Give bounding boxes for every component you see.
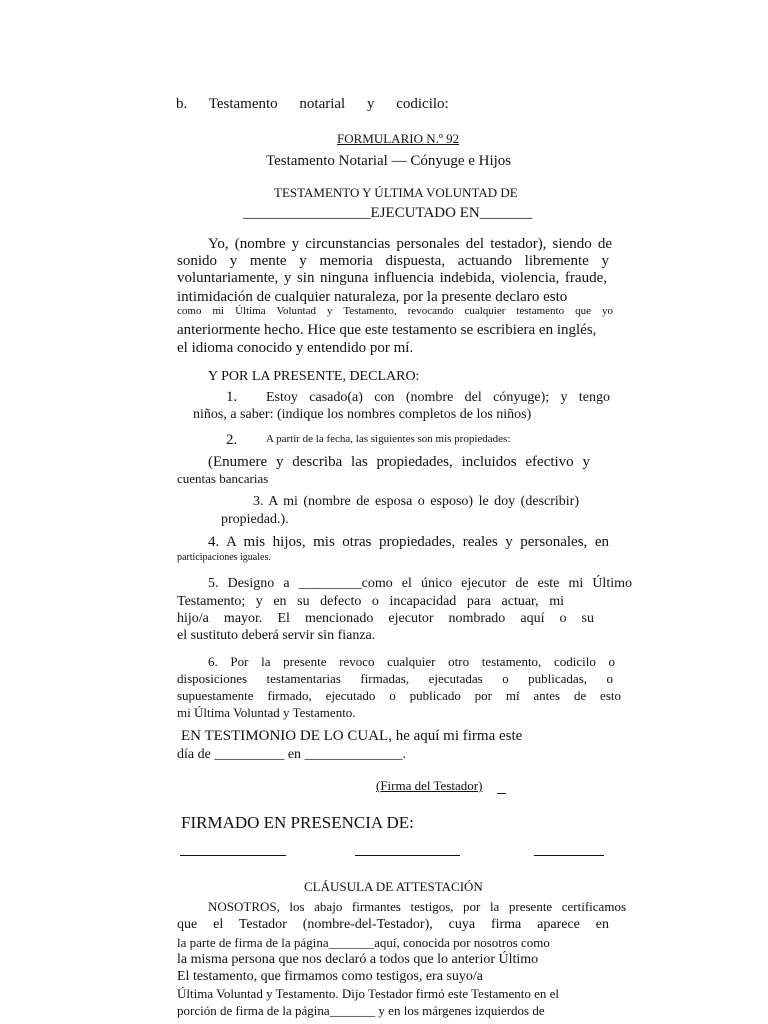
para1-line3: voluntariamente, y sin ninguna influencia indebida, violencia, fraude, xyxy=(177,270,607,286)
item1-line1: Estoy casado(a) con (nombre del cónyuge); y tengo xyxy=(266,390,610,405)
witness-line2: día de __________ en ______________. xyxy=(177,747,407,762)
witness-line1: EN TESTIMONIO DE LO CUAL, he aquí mi firma este xyxy=(181,728,523,744)
item2-line1: A partir de la fecha, las siguientes son mis propiedades: xyxy=(266,433,511,445)
item5-line4: el sustituto deberá servir sin fianza. xyxy=(177,628,376,643)
para1-line6: anteriormente hecho. Hice que este testamento se escribiera en inglés, xyxy=(177,322,597,338)
testator-signature: (Firma del Testador) xyxy=(376,778,483,793)
witness-signature-line-3 xyxy=(534,855,604,856)
item5-line2: Testamento; y en su defecto o incapacidad para actuar, mi xyxy=(177,594,564,609)
item6-line1: 6. Por la presente revoco cualquier otro testamento, codicilo o xyxy=(208,654,615,669)
enumerate-line1: (Enumere y describa las propiedades, incluidos efectivo y xyxy=(208,454,590,470)
item6-line3: supuestamente firmado, ejecutado o publicado por mí antes de esto xyxy=(177,688,621,703)
item4-line2: participaciones iguales. xyxy=(177,552,271,563)
executed-line: _________________EJECUTADO EN_______ xyxy=(243,205,533,221)
attestation-line5: El testamento, que firmamos como testigos, era suyo/a xyxy=(177,969,483,984)
attestation-line1: NOSOTROS, los abajo firmantes testigos, por la presente certificamos xyxy=(208,899,626,914)
para1-line5: como mi Última Voluntad y Testamento, revocando cualquier testamento que yo xyxy=(177,305,613,317)
item6-line4: mi Última Voluntad y Testamento. xyxy=(177,705,356,720)
witness-signature-line-1 xyxy=(180,855,286,856)
item5-line3: hijo/a mayor. El mencionado ejecutor nombrado aquí o su xyxy=(177,611,594,626)
witness-signature-line-2 xyxy=(355,855,460,856)
item4-line1: 4. A mis hijos, mis otras propiedades, reales y personales, en xyxy=(208,534,609,550)
para1-line2: sonido y mente y memoria dispuesta, actuando libremente y xyxy=(177,253,609,269)
enumerate-line2: cuentas bancarias xyxy=(177,471,269,486)
item6-line2: disposiciones testamentarias firmadas, ejecutadas o publicadas, o xyxy=(177,671,613,686)
para1-line7: el idioma conocido y entendido por mí. xyxy=(177,340,414,356)
item3-line1: 3. A mi (nombre de esposa o esposo) le doy (describir) xyxy=(253,494,579,509)
item1-line2: niños, a saber: (indique los nombres completos de los niños) xyxy=(193,407,532,422)
attestation-line3: la parte de firma de la página_______aquí, conocida por nosotros como xyxy=(177,935,550,950)
item3-line2: propiedad.). xyxy=(221,512,289,527)
declare-heading: Y POR LA PRESENTE, DECLARO: xyxy=(208,369,420,384)
section-heading: b. Testamento notarial y codicilo: xyxy=(176,96,449,112)
testator-signature-line xyxy=(497,793,506,794)
para1-line1: Yo, (nombre y circunstancias personales del testador), siendo de xyxy=(208,236,612,252)
item2-number: 2. xyxy=(226,432,238,448)
will-title: TESTAMENTO Y ÚLTIMA VOLUNTAD DE xyxy=(274,185,518,200)
attestation-line6: Última Voluntad y Testamento. Dijo Testador firmó este Testamento en el xyxy=(177,986,560,1001)
form-title: Testamento Notarial — Cónyuge e Hijos xyxy=(266,153,512,169)
attestation-line4: la misma persona que nos declaró a todos que lo anterior Último xyxy=(177,952,539,967)
para1-line4: intimidación de cualquier naturaleza, por la presente declaro esto xyxy=(177,289,568,305)
attestation-line7: porción de firma de la página_______ y en los márgenes izquierdos de xyxy=(177,1003,545,1018)
attestation-title: CLÁUSULA DE ATTESTACIÓN xyxy=(304,879,483,894)
item1-number: 1. xyxy=(226,389,238,405)
form-number: FORMULARIO N.º 92 xyxy=(337,131,460,146)
item5-line1: 5. Designo a _________como el único ejecutor de este mi Último xyxy=(208,576,632,591)
signed-presence-heading: FIRMADO EN PRESENCIA DE: xyxy=(181,813,414,832)
attestation-line2: que el Testador (nombre-del-Testador), cuya firma aparece en xyxy=(177,917,609,932)
